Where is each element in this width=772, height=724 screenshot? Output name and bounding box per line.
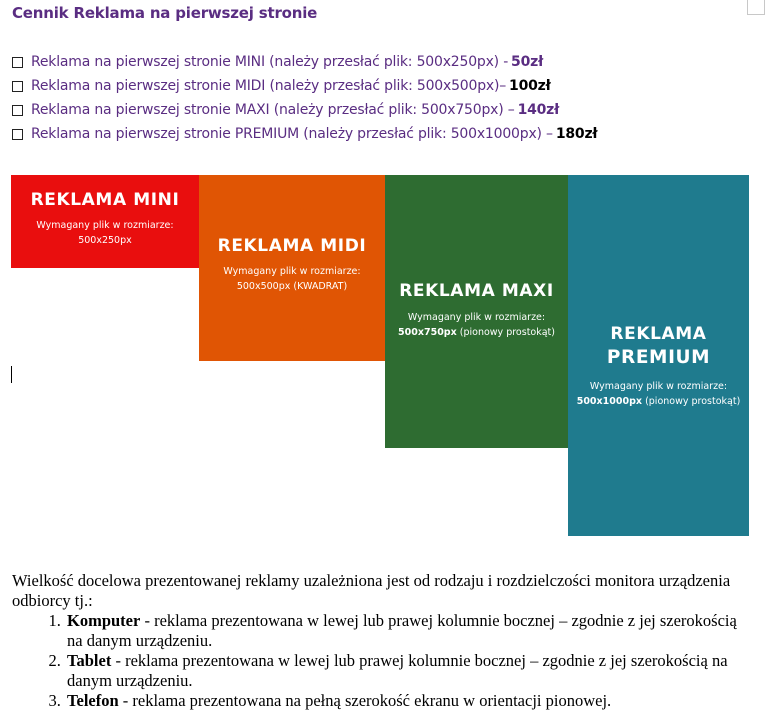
tile-subtitle: Wymagany plik w rozmiarze: [407, 312, 546, 323]
price-item-maxi [12, 98, 597, 122]
list-desc: - reklama prezentowana w lewej lub prawej kolumnie bocznej – zgodnie z jej szerokością na danym urządzeniu. [67, 611, 737, 650]
price-item-label: Reklama na pierwszej stronie MIDI (należy przesłać plik: 500x500px)– [31, 78, 507, 94]
checkbox-icon[interactable] [12, 81, 23, 92]
list-term: Telefon [67, 691, 119, 710]
list-term: Komputer [67, 611, 141, 630]
list-term: Tablet [67, 651, 112, 670]
tile-title: REKLAMA MINI [30, 190, 180, 210]
price-item-mini [12, 50, 597, 74]
tile-title-line1: REKLAMA [610, 324, 707, 344]
tile-note: (pionowy prostokąt) [459, 327, 555, 338]
device-list [12, 611, 752, 711]
list-desc: - reklama prezentowana w lewej lub prawej kolumnie bocznej – zgodnie z jej szerokością na danym urządzeniu. [67, 651, 728, 690]
checkbox-icon[interactable] [12, 105, 23, 116]
text-cursor [11, 366, 12, 383]
list-item [65, 611, 752, 651]
tile-size: 500x1000px [576, 396, 643, 407]
tile-note: (pionowy prostokąt) [645, 396, 741, 407]
tile-subtitle: Wymagany plik w rozmiarze: [589, 381, 728, 392]
list-desc: - reklama prezentowana na pełną szerokość ekranu w orientacji pionowej. [118, 691, 612, 710]
price-value: 180zł [555, 126, 598, 142]
tile-size: 500x250px [78, 235, 132, 246]
description [12, 571, 752, 711]
checkbox-icon[interactable] [12, 57, 23, 68]
price-item-label: Reklama na pierwszej stronie MAXI (należy przesłać plik: 500x750px) – [31, 102, 515, 118]
tile-size: 500x750px [398, 327, 457, 338]
tile-subtitle: Wymagany plik w rozmiarze: [36, 220, 174, 231]
list-item [65, 651, 752, 691]
price-item-premium [12, 122, 597, 146]
price-item-label: Reklama na pierwszej stronie PREMIUM (należy przesłać plik: 500x1000px) – [31, 126, 553, 142]
tile-title-line2: PREMIUM [606, 347, 711, 368]
price-item-midi [12, 74, 597, 98]
price-value: 100zł [509, 78, 551, 94]
price-value: 140zł [517, 102, 560, 118]
corner-frame [747, 0, 765, 15]
tile-midi [199, 175, 385, 361]
tile-size-line [385, 325, 568, 340]
tile-size-line [568, 394, 749, 409]
checkbox-icon[interactable] [12, 129, 23, 140]
tile-premium [568, 175, 749, 536]
tile-title: REKLAMA MAXI [399, 281, 554, 301]
list-item [65, 691, 752, 711]
page-heading: Cennik Reklama na pierwszej stronie [12, 4, 318, 22]
tile-size: 500x500px (KWADRAT) [236, 281, 348, 292]
tile-mini [11, 175, 199, 268]
price-list [12, 50, 597, 146]
price-value: 50zł [511, 54, 544, 70]
tile-maxi [385, 175, 568, 448]
tile-subtitle: Wymagany plik w rozmiarze: [223, 266, 361, 277]
description-intro: Wielkość docelowa prezentowanej reklamy uzależniona jest od rodzaju i rozdzielczości monitora urządzenia odbiorcy tj.: [12, 571, 731, 610]
price-item-label: Reklama na pierwszej stronie MINI (należy przesłać plik: 500x250px) - [31, 54, 509, 70]
tile-title: REKLAMA MIDI [217, 236, 367, 256]
